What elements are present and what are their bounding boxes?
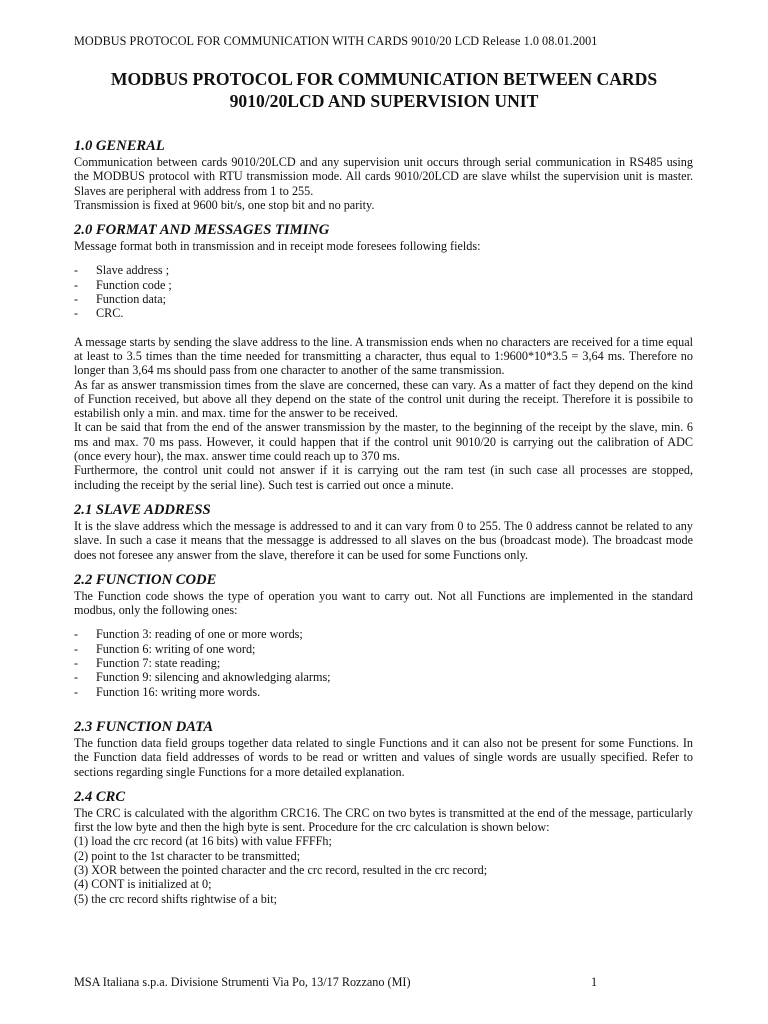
footer-company: MSA Italiana s.p.a. Divisione Strumenti Via Po, 13/17 Rozzano (MI) xyxy=(74,975,411,989)
document-title-line-2: 9010/20LCD AND SUPERVISION UNIT xyxy=(229,91,539,111)
section-general xyxy=(74,138,693,212)
crc-step: (4) CONT is initialized at 0; xyxy=(74,877,212,892)
section-function-code xyxy=(74,572,693,699)
section-function-data xyxy=(74,719,693,779)
paragraph: The Function code shows the type of operation you want to carry out. Not all Functions are implemented in the standard modbus, only the following ones: xyxy=(74,588,693,618)
section-heading: 2.3 FUNCTION DATA xyxy=(74,718,214,735)
paragraph: As far as answer transmission times from the slave are concerned, these can vary. As a matter of fact they depend on the kind of Function received, but above all they depend on the state of the control unit during the receipt. Therefore it is possibile to estabilish only a min. and max. time for the answer to be received. xyxy=(74,377,693,421)
section-heading: 2.4 CRC xyxy=(74,788,126,805)
section-slave-address xyxy=(74,502,693,562)
list-item: - Slave address ; xyxy=(74,263,170,278)
list-item: - Function 7: state reading; xyxy=(74,656,221,671)
list-item: - CRC. xyxy=(74,306,124,321)
document-title xyxy=(60,68,708,112)
paragraph: It is the slave address which the message is addressed to and it can vary from 0 to 255. The 0 address cannot be related to any slave. In such a case it means that the messagge is addressed to all slaves on the bus (broadcast mode). The broadcast mode does not foresee any answer from the slave, therefore it can be used for some Functions only. xyxy=(74,518,693,562)
paragraph: The function data field groups together data related to single Functions and it can also not be present for some Functions. In the Function data field addresses of words to be read or written and values of single words are usually specified. Refer to sections regarding single Functions for a more detailed explanation. xyxy=(74,735,693,779)
functions-list xyxy=(74,627,693,698)
paragraph: A message starts by sending the slave address to the line. A transmission ends when no characters are received for a time equal at least to 3.5 times than the time needed for transmitting a character, thus equal to 1:9600*10*3.5 = 3,64 ms. Therefore no longer than 3,64 ms should pass from one character to another of the same transmission. xyxy=(74,334,693,378)
section-heading: 2.2 FUNCTION CODE xyxy=(74,571,217,588)
running-header: MODBUS PROTOCOL FOR COMMUNICATION WITH CARDS 9010/20 LCD Release 1.0 08.01.2001 xyxy=(74,34,598,48)
list-item: - Function 6: writing of one word; xyxy=(74,641,256,656)
section-crc xyxy=(74,789,693,906)
list-item: - Function data; xyxy=(74,292,167,307)
section-heading: 1.0 GENERAL xyxy=(74,138,165,154)
message-fields-list xyxy=(74,263,693,320)
paragraph: It can be said that from the end of the answer transmission by the master, to the beginning of the receipt by the slave, min. 6 ms and max. 70 ms pass. However, it could happen that if the control unit 9010/20 is carrying out the calibration of ADC (once every hour), the max. answer time could reach up to 370 ms. xyxy=(74,420,693,464)
paragraph: Communication between cards 9010/20LCD and any supervision unit occurs through serial communication in RS485 using the MODBUS protocol with RTU transmission mode. All cards 9010/20LCD are slave whilst the supervision unit is master. Slaves are peripheral with address from 1 to 255. xyxy=(74,155,693,198)
document-body xyxy=(74,138,693,906)
crc-step: (3) XOR between the pointed character and the crc record, resulted in the crc record; xyxy=(74,862,488,877)
list-item: - Function code ; xyxy=(74,277,172,292)
section-heading: 2.1 SLAVE ADDRESS xyxy=(74,501,211,518)
section-format-and-timing xyxy=(74,222,693,492)
crc-step: (1) load the crc record (at 16 bits) with value FFFFh; xyxy=(74,834,332,849)
paragraph: The CRC is calculated with the algorithm CRC16. The CRC on two bytes is transmitted at the end of the message, particularly first the low byte and then the high byte is sent. Procedure for the crc calculation is shown below: xyxy=(74,805,693,835)
document-title-line-1: MODBUS PROTOCOL FOR COMMUNICATION BETWEEN CARDS xyxy=(110,69,658,89)
paragraph: Transmission is fixed at 9600 bit/s, one stop bit and no parity. xyxy=(74,197,375,212)
page-number: 1 xyxy=(591,975,598,989)
paragraph: Furthermore, the control unit could not answer if it is carrying out the ram test (in such case all processes are stopped, including the receipt by the serial line). Such test is carried out once a minute. xyxy=(74,463,693,492)
crc-step: (2) point to the 1st character to be transmitted; xyxy=(74,848,301,863)
list-item: - Function 9: silencing and aknowledging alarms; xyxy=(74,670,331,685)
section-heading: 2.0 FORMAT AND MESSAGES TIMING xyxy=(74,222,330,239)
list-item: - Function 3: reading of one or more words; xyxy=(74,627,303,642)
crc-step: (5) the crc record shifts rightwise of a bit; xyxy=(74,891,278,906)
page-footer xyxy=(74,975,604,990)
list-item: - Function 16: writing more words. xyxy=(74,684,261,699)
paragraph: Message format both in transmission and in receipt mode foresees following fields: xyxy=(74,239,481,254)
